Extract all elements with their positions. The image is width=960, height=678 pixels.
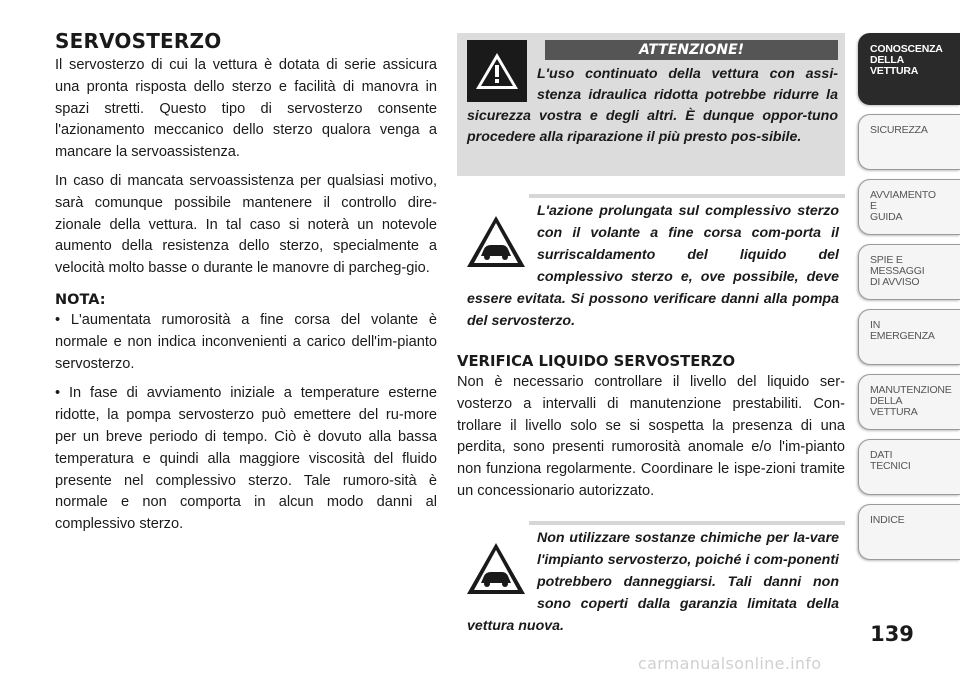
left-column [55, 30, 437, 544]
note-text-steering-end: L'azione prolungata sul complessivo sterzo con il volante a fine corsa com-porta il surriscaldamento del liquido del complessivo sterzo e, ove possibile, deve essere evitata. Si possono verificare danni alla pompa del servosterzo. [467, 203, 839, 329]
car-warning-icon [465, 214, 527, 270]
section-title-servosterzo: SERVOSTERZO [55, 29, 222, 53]
car-warning-icon [465, 541, 527, 597]
tab-emergenza[interactable]: IN EMERGENZA [858, 309, 960, 365]
tab-manutenzione[interactable]: MANUTENZIONE DELLA VETTURA [858, 374, 960, 430]
paragraph-no-assist: In caso di mancata servoassistenza per qualsiasi motivo, sarà comunque possibile mantenere il controllo dire-zionale della vettura. In tal caso si noterà un notevole aumento della resistenza dello sterzo, specialmente a velocità molto basse o durante le manovre di parcheg-gio. [55, 172, 437, 277]
paragraph-intro: Il servosterzo di cui la vettura è dotata di serie assicura una pronta risposta dello sterzo e facilità di manovra in spazi stretti. Questo tipo di servosterzo consente l'azionamento meccanico dello sterzo qualora venga a mancare la servoassistenza. [55, 57, 437, 161]
section-title-fluid-check: VERIFICA LIQUIDO SERVOSTERZO [457, 353, 736, 370]
note-text-chemicals: Non utilizzare sostanze chimiche per la-vare l'impianto servosterzo, poiché i com-ponenti potrebbero danneggiarsi. Tali danni non sono coperti dalla garanzia limitata della vettura nuova. [467, 529, 839, 634]
warning-triangle-icon [467, 40, 527, 102]
page-number: 139 [870, 622, 914, 646]
bullet-cold-start: • In fase di avviamento iniziale a temperature esterne ridotte, la pompa servosterzo può emettere del ru-more per un breve periodo di tempo. Ciò è dovuto alla bassa temperatura e quindi alla maggiore viscosità del fluido presente nel complessivo sterzo. Tale rumoro-sità è normale e non comporta in alcun modo danni al complessivo sterzo. [55, 385, 437, 533]
right-column [457, 33, 845, 637]
bullet-noise-end-stroke: • L'aumentata rumorosità a fine corsa del volante è normale e non indica inconvenienti a carico dell'im-pianto servosterzo. [55, 311, 437, 372]
tab-indice[interactable]: INDICE [858, 504, 960, 560]
tab-dati-tecnici[interactable]: DATI TECNICI [858, 439, 960, 495]
tab-sicurezza[interactable]: SICUREZZA [858, 114, 960, 170]
chapter-tabs [858, 33, 960, 569]
nota-label: NOTA: [55, 291, 106, 308]
paragraph-fluid-check: Non è necessario controllare il livello del liquido ser-vosterzo a intervalli di manutenzione prestabiliti. Con-trollare il livello solo se si sospetta la presenza di una perdita, sono presenti rumorosità anomale e/o l'im-pianto non funziona regolarmente. Coordinare le ispe-zioni tramite un concessionario autorizzato. [457, 374, 845, 499]
divider [529, 521, 845, 525]
tab-spie-messaggi[interactable]: SPIE E MESSAGGI DI AVVISO [858, 244, 960, 300]
warning-header: ATTENZIONE! [545, 40, 838, 60]
tab-conoscenza-vettura[interactable]: CONOSCENZA DELLA VETTURA [858, 33, 960, 105]
note-block-steering-end [457, 194, 845, 332]
divider [529, 194, 845, 198]
warning-text: L'uso continuato della vettura con assi-stenza idraulica ridotta potrebbe ridurre la sicurezza vostra e degli altri. È dunque oppor-tuno procedere alla riparazione il più presto pos-sibile. [467, 66, 838, 145]
watermark: carmanualsonline.info [638, 654, 822, 673]
note-block-chemicals [457, 521, 845, 637]
warning-box [457, 33, 845, 176]
tab-avviamento-guida[interactable]: AVVIAMENTO E GUIDA [858, 179, 960, 235]
